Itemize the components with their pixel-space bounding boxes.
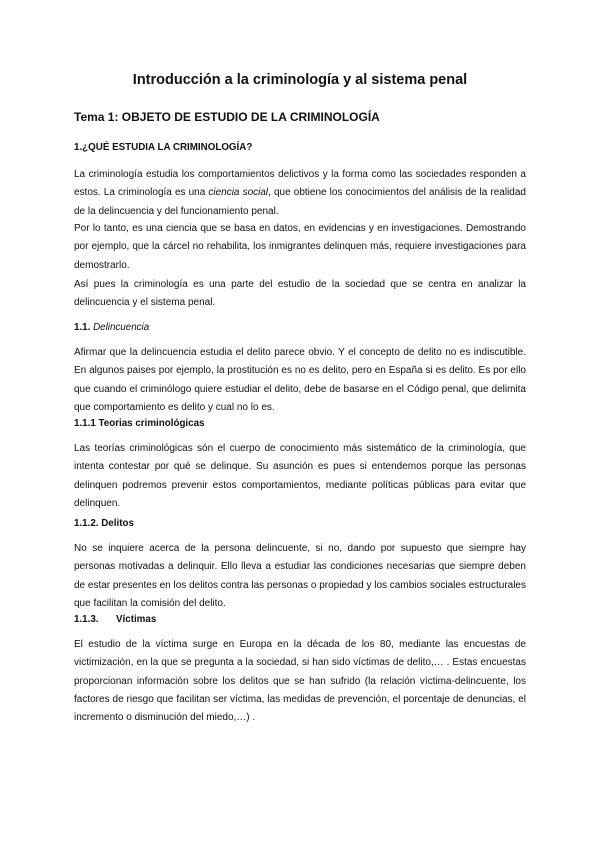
paragraph-1 <box>74 166 526 221</box>
section-heading-1-1-3-label: Víctimas <box>115 614 157 625</box>
tema-heading: Tema 1: OBJETO DE ESTUDIO DE LA CRIMINOLOGÍA <box>74 110 380 124</box>
paragraph-7: El estudio de la víctima surge en Europa en la década de los 80, mediante las encuestas de victimización, en la que se pregunta a la sociedad, si han sido víctimas de delito,… . Estas encuestas proporcionan información sobre los delitos que se han sufrido (la relación víctima-delincuente, los factores de riesgo que facilitan ser víctima, las medidas de prevención, el porcentaje de denuncias, el incremento o disminución del miedo,…) . <box>74 639 526 724</box>
section-heading-1-1 <box>74 322 149 333</box>
section-heading-1-1-1: 1.1.1 Teorias criminológicas <box>74 418 205 429</box>
section-heading-1-1-number: 1.1. <box>74 322 91 333</box>
paragraph-6: No se inquiere acerca de la persona delincuente, si no, dando por supuesto que siempre hay personas motivadas a delinquir. Ello lleva a estudiar las condiciones necesarias que siempre deben de estar presentes en los delitos contra las personas o propiedad y los cambios sociales estructurales que facilitan la comisión del delito. <box>74 543 526 609</box>
paragraph-4: Afirmar que la delincuencia estudia el delito parece obvio. Y el concepto de delito no es indiscutible. En algunos paises por ejemplo, la prostitución es no es delito, pero en España si es delito. Es por ello que cuando el criminólogo quiere estudiar el delito, debe de basarse en el Código penal, que delimita que comportamiento es delito y cual no lo es. <box>74 347 526 413</box>
paragraph-1-text-a: La criminología estudia los comportamientos delictivos y la forma como las sociedades responden a estos. La criminología es una <box>74 169 526 199</box>
section-heading-1-1-3 <box>74 614 156 625</box>
paragraph-3: Así pues la criminología es una parte del estudio de la sociedad que se centra en analizar la delincuencia y el sistema penal. <box>74 279 526 309</box>
section-heading-1-1-label: Delincuencia <box>93 322 150 333</box>
section-heading-1-1-3-number: 1.1.3. <box>74 614 99 625</box>
section-heading-1-1-2: 1.1.2. Delitos <box>74 518 134 529</box>
section-heading-1: 1.¿QUÉ ESTUDIA LA CRIMINOLOGÍA? <box>74 142 253 153</box>
paragraph-5: Las teorías criminológicas són el cuerpo de conocimiento más sistemático de la criminología, que intenta contestar por qué se delinque. Su asunción es pues si entendemos porque las personas delinquen podremos prevenir estos comportamientos, mediante políticas públicas para evitar que delinquen. <box>74 443 526 509</box>
paragraph-1-text-b: , que obtiene los conocimientos del análisis de la realidad de la delincuencia y del funcionamiento penal. <box>74 187 526 217</box>
paragraph-2: Por lo tanto, es una ciencia que se basa en datos, en evidencias y en investigaciones. Demostrando por ejemplo, que la cárcel no rehabilita, los inmigrantes delinquen más, requiere investigaciones para demostrarlo. <box>74 223 526 271</box>
document-title: Introducción a la criminología y al sistema penal <box>132 72 468 88</box>
paragraph-1-emphasis: ciencia social <box>208 187 269 199</box>
